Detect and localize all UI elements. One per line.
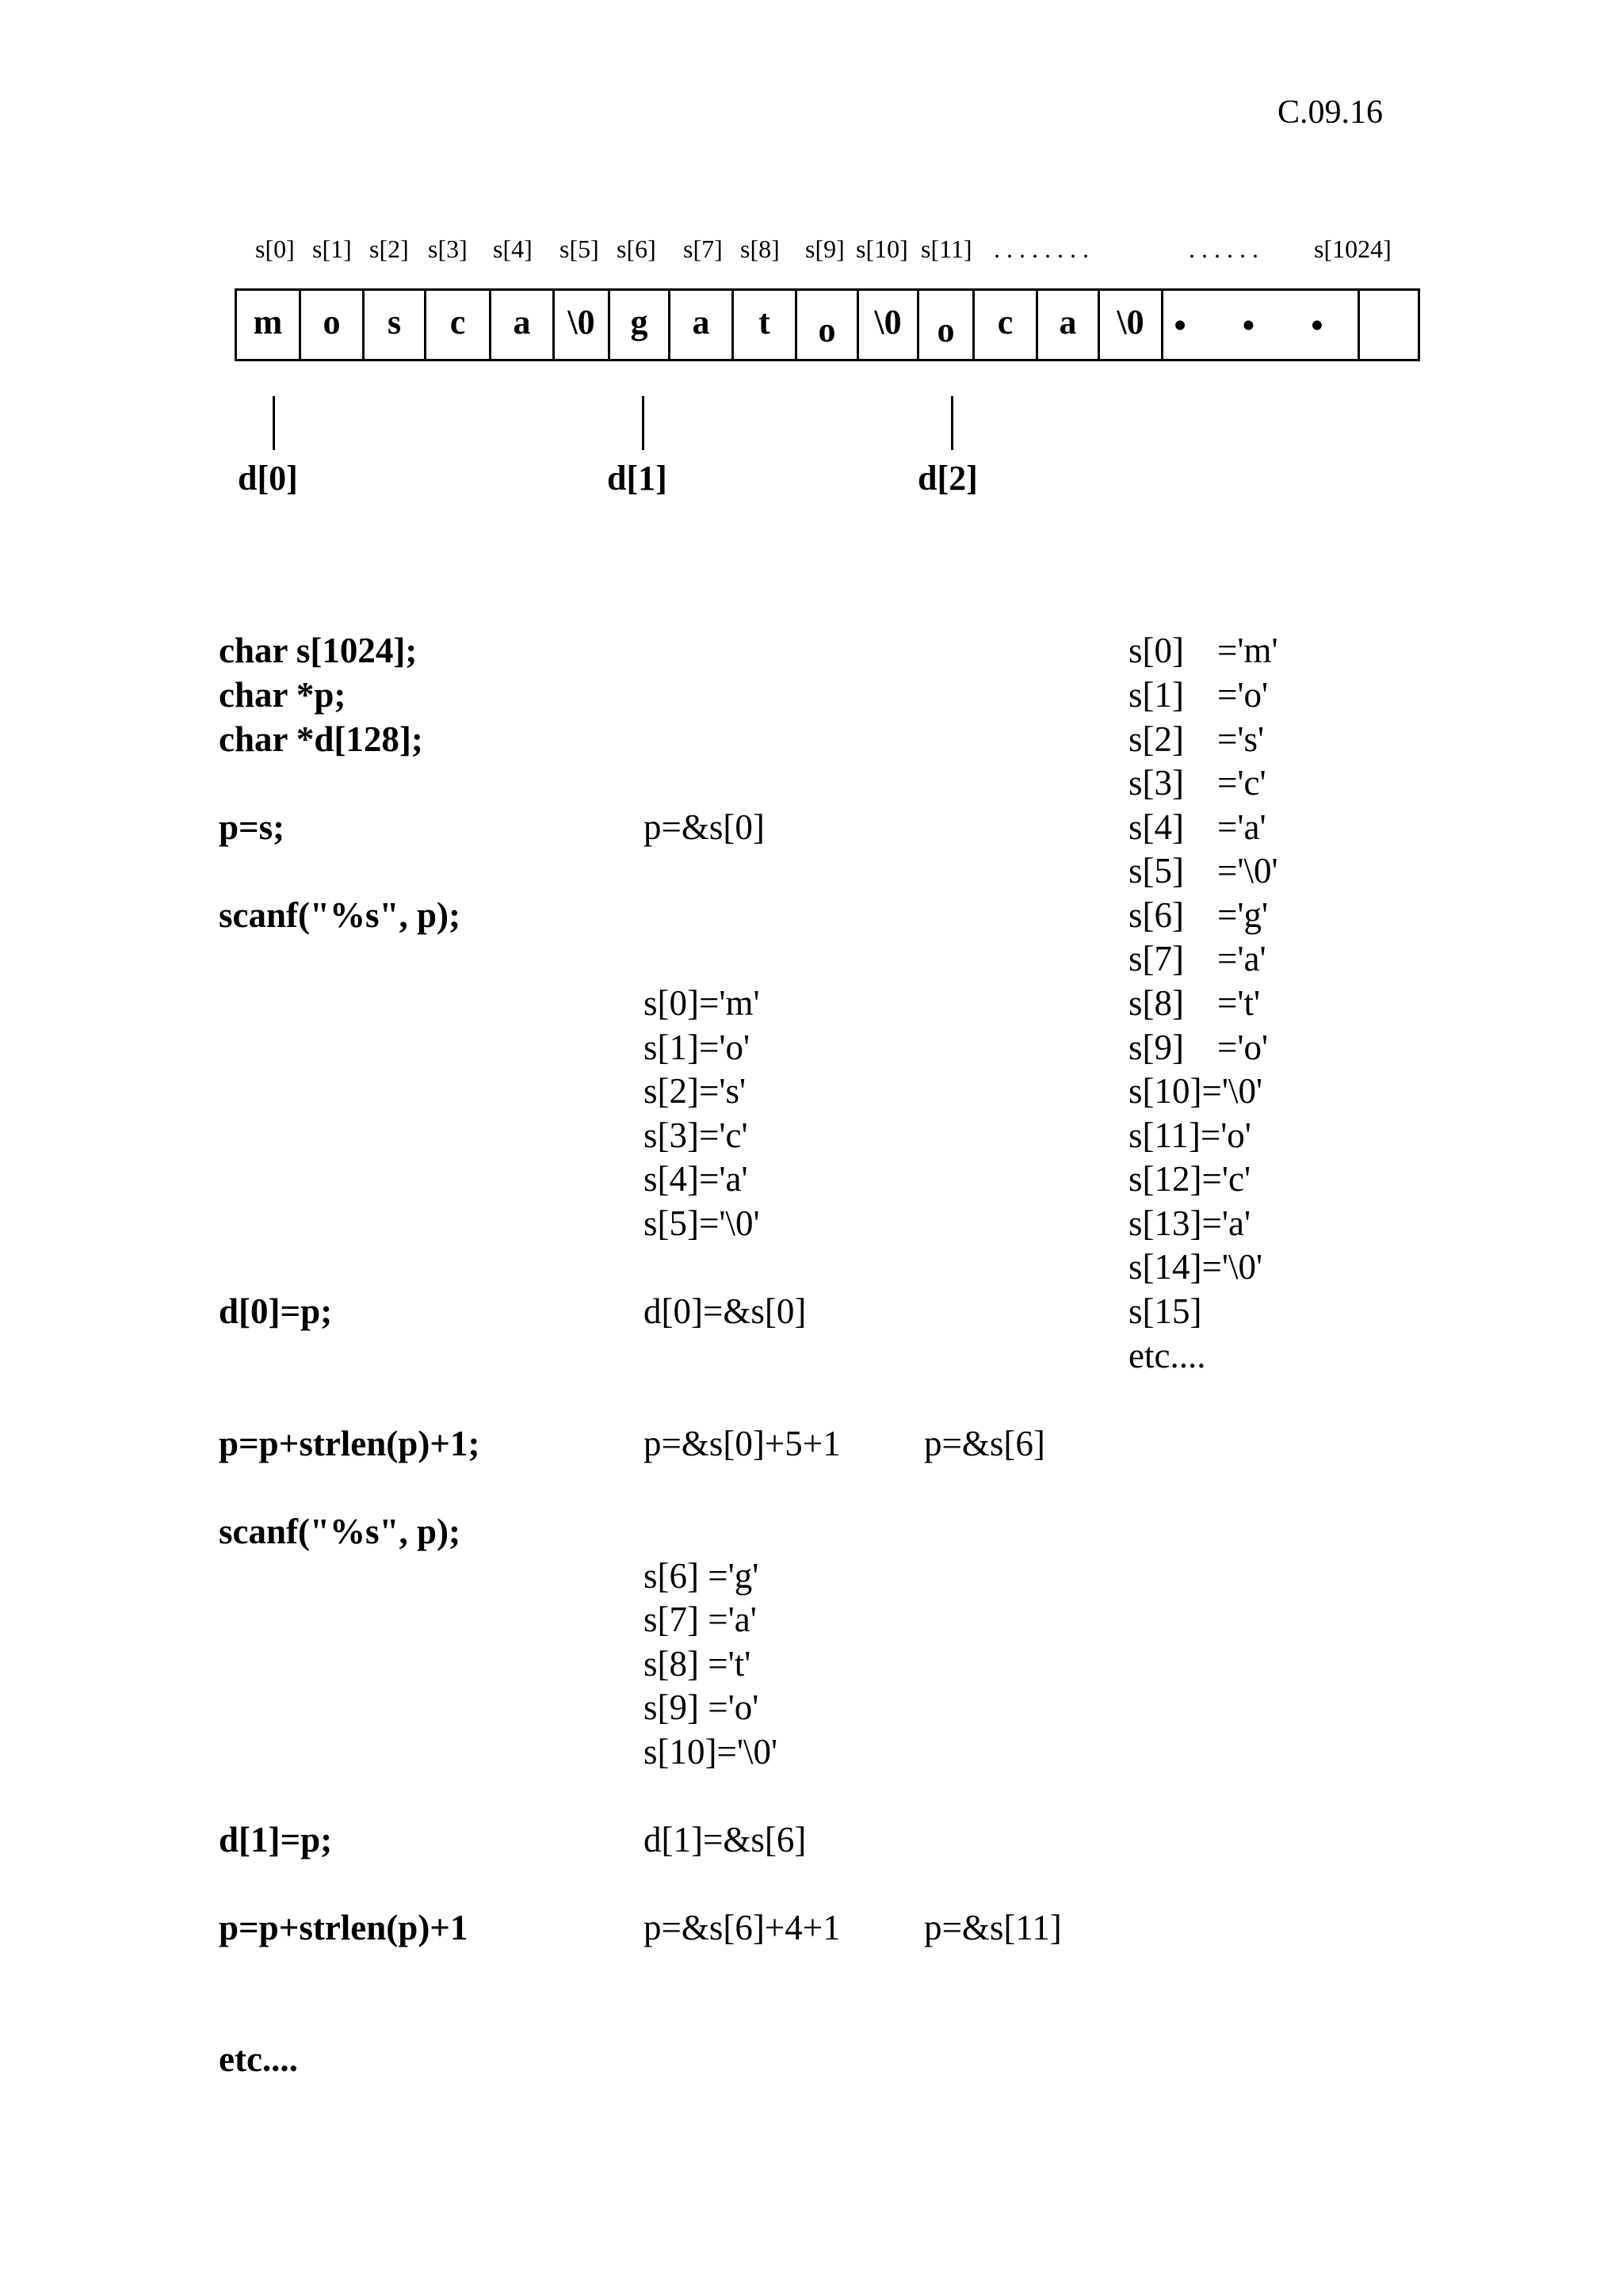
memory-key: s[9] [1128,1028,1184,1067]
memory-key: s[1] [1128,675,1184,715]
trace-value: s[2]='s' [643,1071,747,1111]
annotation: p=&s[0]+5+1 [643,1424,841,1463]
code-line: scanf("%s", p); [219,895,460,935]
index-label: s[6] [617,235,656,263]
array-cell: g [608,291,668,359]
array-cell: o [299,291,362,359]
memory-value: ='o' [1217,1028,1269,1067]
memory-key: s[5] [1128,851,1184,891]
ending-text: etc.... [219,2039,298,2079]
code-line: p=s; [219,807,285,847]
memory-value: ='o' [1217,675,1269,715]
trace-value: s[6] ='g' [643,1556,759,1596]
memory-line: s[15] [1128,1291,1202,1331]
trace-value: s[1]='o' [643,1028,750,1067]
memory-value: ='a' [1217,939,1266,978]
array-cell: \0 [857,291,917,359]
array-cell: o [795,291,857,359]
declaration-line: char s[1024]; [219,631,418,670]
pointer-label-d2: d[2] [918,459,978,498]
memory-key: s[3] [1128,763,1184,803]
index-label: s[1] [312,235,352,263]
array-cell: m [253,303,283,341]
index-label: s[9] [805,235,845,263]
memory-line: s[10]='\0' [1128,1071,1263,1111]
page-code: C.09.16 [1277,94,1384,131]
annotation-result: p=&s[11] [924,1908,1062,1947]
annotation: p=&s[0] [643,807,765,847]
code-line: p=p+strlen(p)+1; [219,1424,480,1463]
array-cell: o [917,291,972,359]
memory-key: s[2] [1128,719,1184,759]
memory-key: s[4] [1128,807,1184,847]
index-label: s[3] [428,235,468,263]
memory-value: ='c' [1217,763,1266,803]
annotation: d[0]=&s[0] [643,1291,807,1331]
array-cell: c [424,291,489,359]
trace-value: s[5]='\0' [643,1203,760,1243]
memory-key: s[8] [1128,983,1184,1023]
code-line: d[1]=p; [219,1820,333,1859]
memory-key: s[0] [1128,631,1184,670]
memory-line: s[14]='\0' [1128,1247,1263,1287]
memory-line: s[11]='o' [1128,1116,1251,1155]
trace-value: s[7] ='a' [643,1600,757,1639]
array-cell: \0 [1098,291,1161,359]
trace-value: s[9] ='o' [643,1688,759,1727]
trace-value: s[8] ='t' [643,1644,751,1684]
memory-value: ='m' [1217,631,1278,670]
memory-value: ='g' [1217,895,1269,935]
annotation: p=&s[6]+4+1 [643,1908,841,1947]
index-ellipsis: . . . . . . . . [994,235,1089,263]
annotation: d[1]=&s[6] [643,1820,807,1859]
index-label: s[4] [493,235,533,263]
index-label: s[7] [683,235,723,263]
declaration-line: char *p; [219,675,346,715]
pointer-line [642,396,644,450]
index-label: s[1024] [1314,235,1392,263]
memory-value: ='s' [1217,719,1265,759]
array-cell-ellipsis: • • • [1161,291,1358,359]
index-label: s[11] [921,235,972,263]
array-cell: c [972,291,1036,359]
index-label: s[0] [255,235,295,263]
index-label: s[8] [740,235,780,263]
annotation-result: p=&s[6] [924,1424,1045,1463]
pointer-line [951,396,953,450]
code-line: scanf("%s", p); [219,1512,460,1551]
memory-line: etc.... [1128,1336,1206,1375]
index-label: s[5] [559,235,599,263]
trace-value: s[10]='\0' [643,1732,778,1772]
array-cell: s [362,291,424,359]
pointer-label-d1: d[1] [607,459,667,498]
memory-value: ='t' [1217,983,1261,1023]
array-cell: \0 [552,291,608,359]
array-cell: a [489,291,552,359]
trace-value: s[0]='m' [643,983,760,1023]
memory-value: ='a' [1217,807,1266,847]
trace-value: s[3]='c' [643,1116,748,1155]
trace-value: s[4]='a' [643,1159,748,1199]
memory-key: s[7] [1128,939,1184,978]
array-cell-last [1358,291,1418,359]
memory-array [235,288,1420,361]
index-label: s[2] [369,235,409,263]
pointer-label-d0: d[0] [238,459,298,498]
index-label: s[10] [856,235,908,263]
memory-value: ='\0' [1217,851,1278,891]
code-line: p=p+strlen(p)+1 [219,1908,468,1947]
array-cell: a [1036,291,1098,359]
declaration-line: char *d[128]; [219,719,423,759]
memory-line: s[12]='c' [1128,1159,1251,1199]
code-line: d[0]=p; [219,1291,333,1331]
memory-key: s[6] [1128,895,1184,935]
index-ellipsis: . . . . . . [1189,235,1258,263]
array-cell: t [731,291,795,359]
pointer-line [273,396,275,450]
array-cell: a [668,291,731,359]
memory-line: s[13]='a' [1128,1203,1251,1243]
